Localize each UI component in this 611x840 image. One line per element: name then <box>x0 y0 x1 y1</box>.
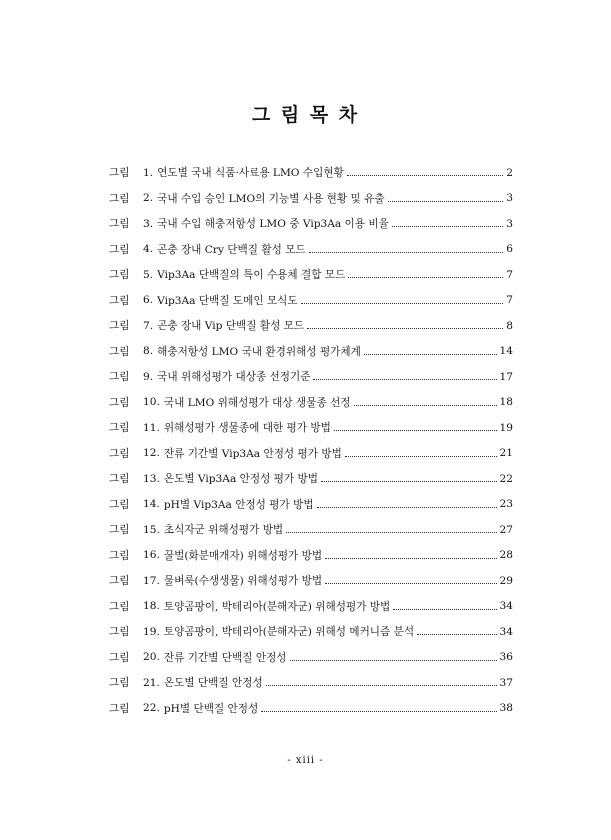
figure-number: 1. <box>143 166 154 179</box>
page-title: 그 림 목 차 <box>251 104 360 126</box>
dot-leader <box>354 405 497 406</box>
figure-label: 그림 <box>109 345 130 358</box>
figure-label: 그림 <box>109 294 130 307</box>
figure-number: 13. <box>143 472 160 485</box>
figure-number: 20. <box>143 651 160 664</box>
figure-title: 초식자군 위해성평가 방법 <box>163 524 284 537</box>
figure-label: 그림 <box>109 677 130 690</box>
toc-entry[interactable] <box>109 568 513 594</box>
page-number: 29 <box>499 574 513 587</box>
figure-number: 22. <box>143 702 160 715</box>
page-number: 14 <box>499 345 513 358</box>
figure-title: 잔류 기간별 단백질 안정성 <box>163 651 287 664</box>
figure-number: 11. <box>143 421 160 434</box>
figure-title: 국내 위해성평가 대상종 선정기준 <box>157 371 311 384</box>
toc-entry[interactable] <box>109 645 513 671</box>
figure-title: 해충저항성 LMO 국내 환경위해성 평가체계 <box>157 345 361 358</box>
page-number: 3 <box>506 217 513 230</box>
figure-title: 온도별 단백질 안정성 <box>163 677 263 690</box>
figure-title: 물벼룩(수생생물) 위해성평가 방법 <box>163 575 323 588</box>
figure-number: 9. <box>143 370 154 383</box>
dot-leader <box>307 328 503 329</box>
figure-title: 온도별 Vip3Aa 안정성 평가 방법 <box>163 473 319 486</box>
figure-label: 그림 <box>109 549 130 562</box>
dot-leader <box>325 558 496 559</box>
figure-label: 그림 <box>109 600 130 613</box>
figure-number: 17. <box>143 574 160 587</box>
page-number: 34 <box>499 600 513 613</box>
figure-title: Vip3Aa 단백질 도메인 모식도 <box>157 294 298 307</box>
figure-number: 16. <box>143 549 160 562</box>
figure-title: 토양곰팡이, 박테리아(분해자군) 위해성 메커니즘 분석 <box>163 626 415 639</box>
figure-label: 그림 <box>109 192 130 205</box>
toc-entry[interactable] <box>109 364 513 390</box>
dot-leader <box>347 175 503 176</box>
figure-title: pH별 Vip3Aa 안정성 평가 방법 <box>163 498 314 511</box>
figure-label: 그림 <box>109 167 130 180</box>
page-number: 37 <box>499 676 513 689</box>
page-number: 19 <box>499 421 513 434</box>
dot-leader <box>261 711 496 712</box>
dot-leader <box>345 456 497 457</box>
figure-label: 그림 <box>109 218 130 231</box>
page-number: 18 <box>499 396 513 409</box>
figure-number: 7. <box>143 319 154 332</box>
toc-entry[interactable] <box>109 339 513 365</box>
figure-title: 국내 수입 해충저항성 LMO 중 Vip3Aa 이용 비율 <box>157 218 389 231</box>
figure-number: 10. <box>143 396 160 409</box>
figure-label: 그림 <box>109 651 130 664</box>
figure-number: 14. <box>143 498 160 511</box>
figure-label: 그림 <box>109 524 130 537</box>
figure-label: 그림 <box>109 447 130 460</box>
toc-entry[interactable] <box>109 441 513 467</box>
figure-title: 곤충 장내 Vip 단백질 활성 모드 <box>157 320 305 333</box>
figure-number: 12. <box>143 447 160 460</box>
toc-entry[interactable] <box>109 415 513 441</box>
toc-entry[interactable] <box>109 211 513 237</box>
figure-number: 3. <box>143 217 154 230</box>
toc-entry[interactable] <box>109 160 513 186</box>
figure-number: 8. <box>143 345 154 358</box>
figure-number: 19. <box>143 625 160 638</box>
toc-entry[interactable] <box>109 186 513 212</box>
figure-label: 그림 <box>109 575 130 588</box>
page-number: 36 <box>499 651 513 664</box>
figure-title: 토양곰팡이, 박테리아(분해자군) 위해성평가 방법 <box>163 600 391 613</box>
dot-leader <box>313 379 496 380</box>
figure-number: 4. <box>143 243 154 256</box>
page-number: 7 <box>506 294 513 307</box>
figure-label: 그림 <box>109 626 130 639</box>
dot-leader <box>392 226 503 227</box>
figure-title: 연도별 국내 식품·사료용 LMO 수입현황 <box>157 167 344 180</box>
toc-entry[interactable] <box>109 517 513 543</box>
figure-title: 꿀벌(화분매개자) 위해성평가 방법 <box>163 549 323 562</box>
figure-number: 21. <box>143 676 160 689</box>
page-number: 2 <box>506 166 513 179</box>
page-number: 27 <box>499 523 513 536</box>
page-number: 7 <box>506 268 513 281</box>
dot-leader <box>321 481 497 482</box>
toc-entry[interactable] <box>109 594 513 620</box>
figure-label: 그림 <box>109 473 130 486</box>
figure-label: 그림 <box>109 371 130 384</box>
toc-entry[interactable] <box>109 262 513 288</box>
dot-leader <box>393 609 496 610</box>
dot-leader <box>301 303 504 304</box>
figure-title: 국내 수입 승인 LMO의 기능별 사용 현황 및 유출 <box>157 192 385 205</box>
page-number: 23 <box>499 498 513 511</box>
page-number: 8 <box>506 319 513 332</box>
figure-label: 그림 <box>109 269 130 282</box>
dot-leader <box>334 430 497 431</box>
page-number: 22 <box>499 472 513 485</box>
toc-entry[interactable] <box>109 466 513 492</box>
dot-leader <box>348 277 503 278</box>
figure-number: 2. <box>143 192 154 205</box>
toc-entry[interactable] <box>109 543 513 569</box>
figure-number: 15. <box>143 523 160 536</box>
figure-label: 그림 <box>109 243 130 256</box>
toc-entry[interactable] <box>109 619 513 645</box>
figure-title: 국내 LMO 위해성평가 대상 생물종 선정 <box>163 396 351 409</box>
toc-entry[interactable] <box>109 696 513 722</box>
figure-label: 그림 <box>109 702 130 715</box>
page-number: 34 <box>499 625 513 638</box>
page-number: 6 <box>506 243 513 256</box>
toc-entry[interactable] <box>109 390 513 416</box>
figure-label: 그림 <box>109 498 130 511</box>
figure-label: 그림 <box>109 320 130 333</box>
dot-leader <box>266 685 497 686</box>
toc-entry[interactable] <box>109 313 513 339</box>
dot-leader <box>388 201 504 202</box>
toc-entry[interactable] <box>109 237 513 263</box>
figure-title: 잔류 기간별 Vip3Aa 안정성 평가 방법 <box>163 447 342 460</box>
page-number-footer: - xiii - <box>287 755 324 766</box>
dot-leader <box>417 634 496 635</box>
figure-number: 18. <box>143 600 160 613</box>
dot-leader <box>317 507 497 508</box>
figure-list <box>109 160 513 721</box>
figure-number: 5. <box>143 268 154 281</box>
figure-label: 그림 <box>109 396 130 409</box>
page-number: 3 <box>506 192 513 205</box>
toc-entry[interactable] <box>109 288 513 314</box>
figure-title: 곤충 장내 Cry 단백질 활성 모드 <box>157 243 306 256</box>
figure-title: pH별 단백질 안정성 <box>163 702 259 715</box>
page-number: 17 <box>499 370 513 383</box>
toc-entry[interactable] <box>109 670 513 696</box>
figure-title: 위해성평가 생물종에 대한 평가 방법 <box>163 422 331 435</box>
page-number: 28 <box>499 549 513 562</box>
dot-leader <box>364 354 497 355</box>
page-number: 21 <box>499 447 513 460</box>
figure-title: Vip3Aa 단백질의 특이 수용체 결합 모드 <box>157 269 346 282</box>
toc-entry[interactable] <box>109 492 513 518</box>
dot-leader <box>325 583 496 584</box>
page-number: 38 <box>499 702 513 715</box>
dot-leader <box>290 660 497 661</box>
figure-number: 6. <box>143 294 154 307</box>
figure-label: 그림 <box>109 422 130 435</box>
dot-leader <box>286 532 496 533</box>
dot-leader <box>309 252 504 253</box>
